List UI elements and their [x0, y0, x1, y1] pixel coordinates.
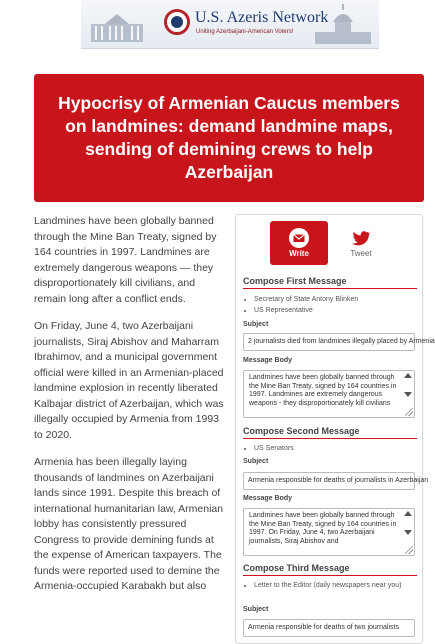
first-body-textarea[interactable]	[243, 370, 415, 418]
article-title: Hypocrisy of Armenian Caucus members on landmines: demand landmine maps, sending of demining crews to help Azerbaijan	[58, 93, 400, 182]
recipient-item: • Letter to the Editor (daily newspapers near you)	[254, 581, 417, 591]
third-message-heading: Compose Third Message	[243, 563, 417, 576]
third-message-recipients	[243, 581, 417, 592]
second-body-label: Message Body	[243, 495, 293, 502]
third-subject-label: Subject	[243, 606, 269, 613]
action-tabs	[270, 221, 390, 265]
org-name: U.S. Azeris Network	[195, 9, 329, 26]
recipient-item: • US Representative	[254, 306, 417, 316]
tweet-button[interactable]	[332, 221, 390, 265]
third-subject-input[interactable]: Armenia responsible for deaths of two journalists	[243, 619, 415, 637]
second-subject-input[interactable]: Armenia responsible for deaths of journalists in Azerbaijan	[243, 472, 415, 490]
write-button[interactable]	[270, 221, 328, 265]
first-message-heading: Compose First Message	[243, 276, 417, 289]
article-paragraph: Landmines have been globally banned through the Mine Ban Treaty, signed by 164 countries in 1997. Landmines are extremely dangerous weapons — they disproportionately kill civilians, and remain long after a conflict ends.	[34, 215, 217, 305]
recipient-item: • US Senators	[254, 444, 417, 454]
org-tagline: Uniting Azerbaijani-American Voters!	[196, 29, 294, 35]
first-message-recipients	[243, 295, 417, 317]
textarea-scrollbar[interactable]	[402, 510, 413, 554]
scroll-down-arrow-icon[interactable]	[404, 530, 412, 535]
scroll-up-arrow-icon[interactable]	[404, 373, 412, 378]
article-paragraph: Armenia has been illegally laying thousands of landmines on Azerbaijani lands since 1991. Despite this breach of international humanitarian law, Armenian lobby has consistently pressured Congress to provide demining funds at the expense of American taxpayers. The funds were reported used to demine the Armenia-occupied Karabakh but also	[34, 456, 224, 592]
resize-grip-icon[interactable]	[405, 546, 413, 554]
article-paragraph: On Friday, June 4, two Azerbaijani journalists, Siraj Abishov and Maharram Ibrahimov, and a municipal government official were killed in an Armenian-placed landmine explosion in recently liberated Kalbajar district of Azerbaijan, which was illegally occupied by Armenia from 1993 to 2020.	[34, 320, 224, 441]
tweet-label: Tweet	[350, 249, 372, 258]
write-label: Write	[289, 249, 309, 258]
article-title-box	[34, 74, 424, 202]
twitter-bird-icon	[351, 228, 371, 248]
second-body-text: Landmines have been globally banned through the Mine Ban Treaty, signed by 164 countries in 1997. On Friday, June 4, two Azerbaijani journalists, Siraj Abishov and	[249, 512, 397, 545]
second-message-recipients	[243, 444, 417, 455]
recipient-item: • Secretary of State Antony Blinken	[254, 295, 417, 305]
article-body	[34, 214, 228, 607]
second-message-heading: Compose Second Message	[243, 426, 417, 439]
scroll-down-arrow-icon[interactable]	[404, 392, 412, 397]
scroll-up-arrow-icon[interactable]	[404, 511, 412, 516]
envelope-icon	[289, 228, 309, 248]
second-body-textarea[interactable]	[243, 508, 415, 556]
network-seal-logo	[164, 9, 190, 35]
first-subject-input[interactable]: 2 journalists died from landmines illegally placed by Armenia	[243, 333, 415, 351]
first-body-text: Landmines have been globally banned through the Mine Ban Treaty, signed by 164 countries in 1997. Landmines are extremely dangerous weapons - they disproportionately kill civilians	[249, 374, 397, 407]
textarea-scrollbar[interactable]	[402, 372, 413, 416]
site-banner[interactable]	[81, 0, 379, 49]
resize-grip-icon[interactable]	[405, 408, 413, 416]
second-subject-label: Subject	[243, 458, 269, 465]
white-house-image	[87, 4, 147, 46]
first-subject-label: Subject	[243, 321, 269, 328]
take-action-panel	[235, 214, 435, 644]
first-body-label: Message Body	[243, 357, 293, 364]
